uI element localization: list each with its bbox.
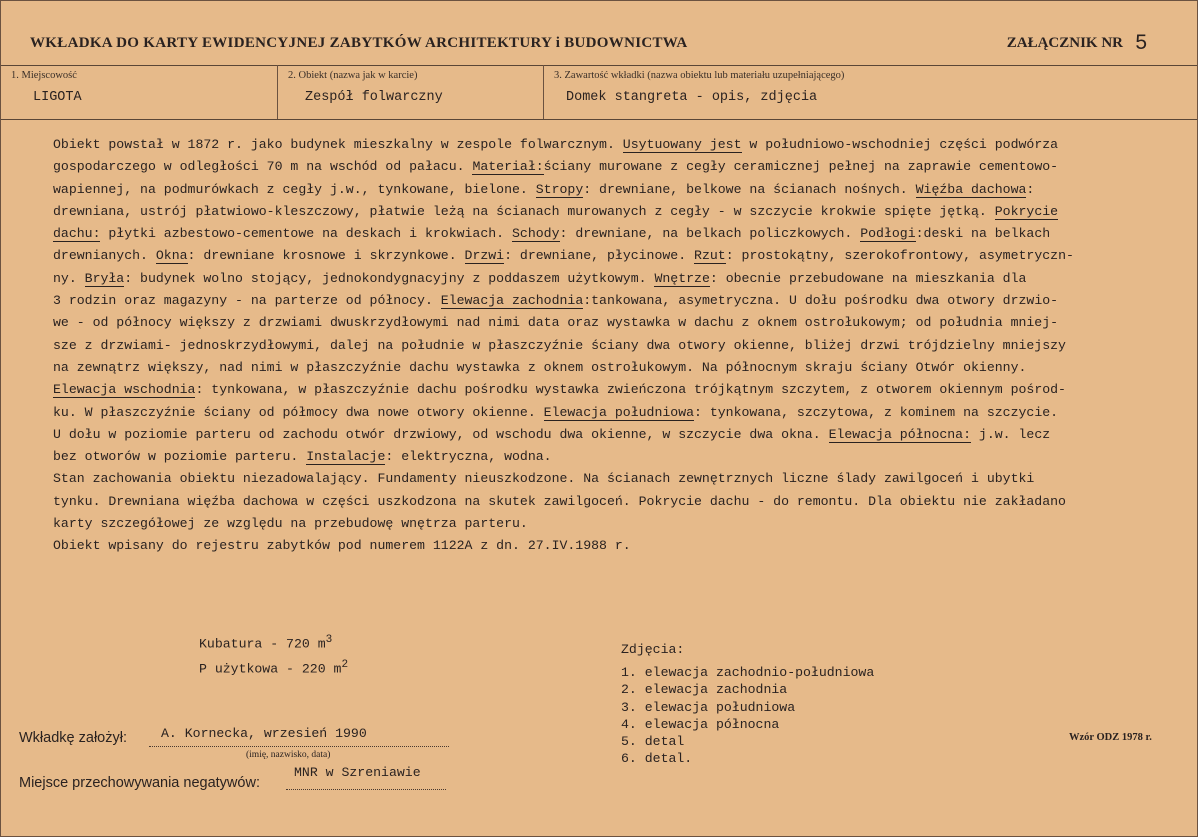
text: : obecnie przebudowane na mieszkania dla	[709, 270, 1027, 286]
area-text: P użytkowa - 220 m	[199, 661, 342, 677]
volume-text: Kubatura - 720 m	[199, 636, 326, 652]
text: ku. W płaszczyźnie ściany od półmocy dwa nowe otwory okienne.	[53, 404, 544, 420]
photo-item: 3. elewacja południowa	[621, 699, 796, 715]
text-line	[53, 179, 1193, 201]
text-line	[53, 379, 1193, 401]
text: : drewniane, na belkach policzkowych.	[559, 226, 861, 242]
text-line	[53, 134, 1193, 156]
author-sub-label: (imię, nazwisko, data)	[246, 750, 331, 760]
text-line: we - od północy większy z drzwiami dwuskrzydłowymi nad nimi data oraz wystawka w dachu z oknem ostrołukowym; od południa mniej-	[53, 315, 1059, 331]
text: drewniana, ustrój płatwiowo-kleszczowy, płatwie leżą na ścianach murowanych z cegły - w szczycie krokwie spięte jętką.	[53, 203, 995, 219]
heading-roof-cover-cont: dachu:	[53, 226, 101, 242]
heading-roof-truss: Więźba dachowa	[915, 181, 1027, 197]
photo-item: 1. elewacja zachodnio-południowa	[621, 665, 875, 681]
author-value: A. Kornecka, wrzesień 1990	[161, 726, 367, 741]
volume-line	[199, 634, 332, 651]
form-code: Wzór ODZ 1978 r.	[1069, 732, 1152, 743]
text: :deski na belkach	[915, 226, 1051, 242]
text: : elektryczna, wodna.	[385, 449, 552, 465]
object-label: 2. Obiekt (nazwa jak w karcie)	[288, 70, 418, 81]
text: ściany murowane z cegły ceramicznej pełnej na zaprawie cementowo-	[543, 159, 1059, 175]
heading-mass: Bryła	[84, 270, 125, 286]
locality-label: 1. Miejscowość	[11, 70, 77, 81]
text: drewnianych.	[53, 248, 156, 264]
author-dotted-line	[149, 746, 449, 747]
card-fields	[1, 65, 1197, 120]
text: : drewniane, płycinowe.	[504, 248, 695, 264]
text: wapiennej, na podmurówkach z cegły j.w., tynkowane, bielone.	[53, 181, 536, 197]
heading-doors: Drzwi	[464, 248, 505, 264]
text-line	[53, 446, 1193, 468]
attachment-label: ZAŁĄCZNIK NR	[1006, 35, 1123, 51]
text-line	[53, 223, 1193, 245]
text-line: tynku. Drewniana więźba dachowa w części uszkodzona na skutek zawilgoceń. Pokrycie dachu - do remontu. Dla obiektu nie zakładano	[53, 493, 1066, 509]
heading-north-elevation: Elewacja północna:	[828, 426, 972, 442]
heading-location: Usytuowany jest	[622, 137, 742, 152]
text: w południowo-wschodniej części podwórza	[741, 137, 1059, 152]
text: : drewniane, belkowe na ścianach nośnych.	[583, 181, 916, 197]
field-object	[278, 65, 544, 119]
text: U dołu w poziomie parteru od zachodu otwór drzwiowy, od wschodu dwa okienne, w szczycie dwa okna.	[53, 426, 829, 442]
object-value: Zespół folwarczny	[305, 90, 443, 105]
heading-interior: Wnętrze	[654, 270, 710, 286]
text: :	[1026, 181, 1035, 197]
content-value: Domek stangreta - opis, zdjęcia	[566, 90, 818, 105]
photo-list	[621, 641, 874, 767]
text-line	[53, 424, 1193, 446]
field-content	[544, 65, 1197, 119]
heading-roof-cover: Pokrycie	[994, 203, 1059, 219]
photo-list-title: Zdjęcia:	[621, 642, 685, 657]
text-line: sze z drzwiami- jednoskrzydłowymi, dalej na południe w płaszczyźnie ściany dwa otwory okienne, bliżej drzwi trójdzielny mniejszy	[53, 337, 1066, 353]
text: :tankowana, asymetryczna. U dołu pośrodku dwa otwory drzwio-	[583, 293, 1059, 309]
text: ny.	[53, 270, 85, 286]
text: : prostokątny, szerokofrontowy, asymetryczn-	[725, 248, 1074, 264]
text: bez otworów w poziomie parteru.	[53, 449, 307, 465]
locality-value: LIGOTA	[33, 90, 82, 105]
area-line	[199, 659, 348, 676]
text-line: Obiekt wpisany do rejestru zabytków pod numerem 1122A z dn. 27.IV.1988 r.	[53, 538, 631, 554]
field-locality	[1, 65, 278, 119]
text: j.w. lecz	[971, 426, 1051, 442]
text: 3 rodzin oraz magazyny - na parterze od północy.	[53, 293, 441, 309]
text-line: na zewnątrz większy, nad nimi w płaszczyźnie dachu wystawka z oknem ostrołukowym. Na północnym skraju ściany Otwór okienny.	[53, 359, 1027, 375]
text-line	[53, 156, 1193, 178]
card-title: WKŁADKA DO KARTY EWIDENCYJNEJ ZABYTKÓW ARCHITEKTURY i BUDOWNICTWA	[30, 35, 688, 51]
heading-material: Materiał:	[472, 159, 544, 175]
photo-item: 2. elewacja zachodnia	[621, 682, 788, 698]
area-sup: 2	[341, 659, 349, 671]
text-line	[53, 245, 1193, 267]
text-line: karty szczegółowej ze względu na przebudowę wnętrza parteru.	[53, 516, 528, 532]
heading-south-elevation: Elewacja południowa	[543, 404, 695, 420]
heading-floors: Podłogi	[860, 226, 916, 242]
heading-west-elevation: Elewacja zachodnia	[440, 293, 584, 309]
text: : tynkowana, w płaszczyźnie dachu pośrodku wystawka zwieńczona trójkątnym szczytem, z otworem okiennym pośrod-	[195, 382, 1066, 398]
text-line	[53, 268, 1193, 290]
text: : tynkowana, szczytowa, z kominem na szczycie.	[694, 404, 1059, 420]
content-label: 3. Zawartość wkładki (nazwa obiektu lub materiału uzupełniającego)	[554, 70, 845, 81]
photo-item: 5. detal	[621, 734, 685, 750]
photo-item: 4. elewacja północna	[621, 716, 780, 732]
negatives-dotted-line	[286, 789, 446, 790]
attachment-number: 5	[1135, 31, 1147, 54]
author-label: Wkładkę założył:	[19, 730, 127, 746]
text: : drewniane krosnowe i skrzynkowe.	[187, 248, 465, 264]
negatives-label: Miejsce przechowywania negatywów:	[19, 775, 260, 791]
card-header	[1, 1, 1197, 66]
volume-sup: 3	[325, 634, 333, 646]
heading-east-elevation: Elewacja wschodnia	[53, 382, 196, 398]
text: gospodarczego w odległości 70 m na wschód od pałacu.	[53, 159, 473, 175]
photo-item: 6. detal.	[621, 751, 693, 767]
text: płytki azbestowo-cementowe na deskach i krokwiach.	[100, 226, 513, 242]
heading-windows: Okna	[155, 248, 188, 264]
negatives-value: MNR w Szreniawie	[294, 765, 421, 780]
heading-ceilings: Stropy	[535, 181, 584, 197]
text: Obiekt powstał w 1872 r. jako budynek mieszkalny w zespole folwarcznym.	[53, 137, 623, 152]
text-line	[53, 402, 1193, 424]
text-line	[53, 201, 1193, 223]
heading-installations: Instalacje	[306, 449, 386, 465]
heading-plan: Rzut	[694, 248, 726, 264]
heading-stairs: Schody	[512, 226, 560, 242]
description-text	[53, 134, 1193, 558]
text: : budynek wolno stojący, jednokondygnacyjny z poddaszem użytkowym.	[124, 270, 655, 286]
text-line	[53, 290, 1193, 312]
text-line: Stan zachowania obiektu niezadowalający. Fundamenty nieuszkodzone. Na ścianach zewnętrznych liczne ślady zawilgoceń i ubytki	[53, 471, 1035, 487]
